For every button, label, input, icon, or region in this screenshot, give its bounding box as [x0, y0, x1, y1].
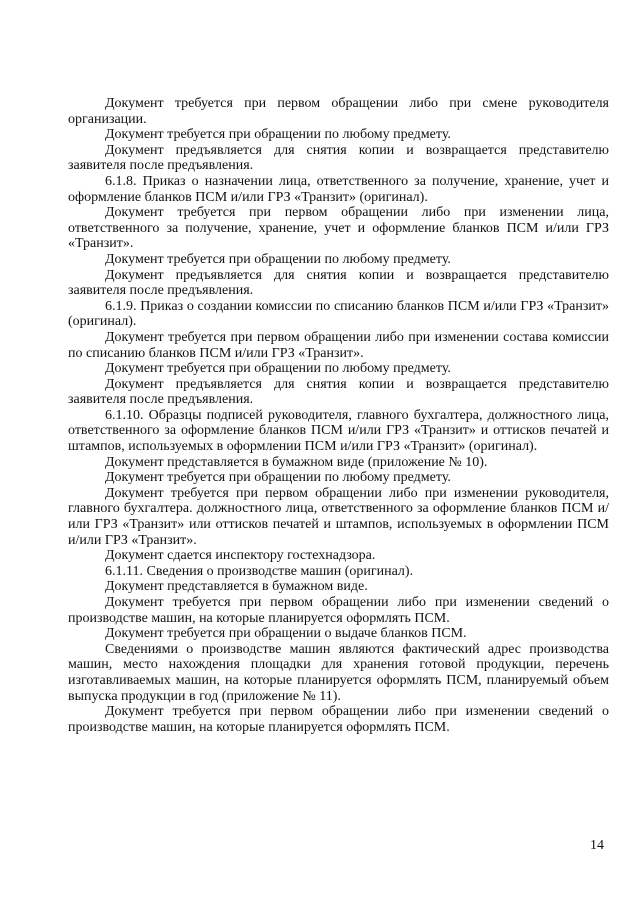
paragraph: Документ требуется при первом обращении либо при изменении сведений о производстве машин, на которые планируется оформлять ПСМ. [68, 595, 609, 626]
paragraph: Документ требуется при обращении по любому предмету. [105, 361, 451, 377]
paragraph: Документ требуется при обращении по любому предмету. [105, 470, 451, 486]
paragraph: Документ требуется при обращении по любому предмету. [105, 127, 451, 143]
paragraph: Документ требуется при первом обращении либо при смене руководителя организации. [68, 96, 609, 127]
paragraph: Документ требуется при первом обращении либо при изменении руководителя, главного бухгалтера. должностного лица, ответственного за оформление бланков ПСМ и/или ГРЗ «Транзит» или оттисков печатей и штампов, используемых в оформлении ПСМ и/или ГРЗ «Транзит». [68, 485, 609, 548]
paragraph: Документ представляется в бумажном виде (приложение № 10). [105, 454, 488, 470]
paragraph: Документ требуется при первом обращении либо при изменении сведений о производстве машин, на которые планируется оформлять ПСМ. [68, 704, 609, 735]
section-heading-6-1-8: 6.1.8. Приказ о назначении лица, ответственного за получение, хранение, учет и оформление бланков ПСМ и/или ГРЗ «Транзит» (оригинал). [68, 173, 609, 205]
page-number: 14 [590, 838, 604, 853]
paragraph: Сведениями о производстве машин являются фактический адрес производства машин, место нахождения площадки для хранения готовой продукции, перечень изготавливаемых машин, на которые планируется оформлять ПСМ, планируемый объем выпуска продукции в год (приложение № 11). [68, 641, 609, 704]
paragraph: Документ предъявляется для снятия копии и возвращается представителю заявителя после предъявления. [68, 267, 609, 299]
section-heading-6-1-9: 6.1.9. Приказ о создании комиссии по списанию бланков ПСМ и/или ГРЗ «Транзит» (оригинал). [68, 298, 609, 330]
paragraph: Документ представляется в бумажном виде. [105, 579, 368, 595]
paragraph: Документ предъявляется для снятия копии и возвращается представителю заявителя после предъявления. [68, 376, 609, 408]
paragraph: Документ требуется при обращении о выдаче бланков ПСМ. [105, 626, 467, 642]
section-heading-6-1-10: 6.1.10. Образцы подписей руководителя, главного бухгалтера, должностного лица, ответственного за оформление бланков ПСМ и/или ГРЗ «Транзит» и оттисков печатей и штампов, используемых в оформлении ПСМ и/или ГРЗ «Транзит» (оригинал). [68, 407, 609, 455]
section-heading-6-1-11: 6.1.11. Сведения о производстве машин (оригинал). [105, 563, 414, 579]
paragraph: Документ предъявляется для снятия копии и возвращается представителю заявителя после предъявления. [68, 142, 609, 174]
paragraph: Документ сдается инспектору гостехнадзора. [105, 548, 376, 564]
paragraph: Документ требуется при первом обращении либо при изменении лица, ответственного за получение, хранение, учет и оформление бланков ПСМ и/или ГРЗ «Транзит». [68, 205, 609, 252]
paragraph: Документ требуется при обращении по любому предмету. [105, 251, 451, 267]
document-body [68, 96, 609, 735]
paragraph: Документ требуется при первом обращении либо при изменении состава комиссии по списанию бланков ПСМ и/или ГРЗ «Транзит». [68, 329, 609, 361]
